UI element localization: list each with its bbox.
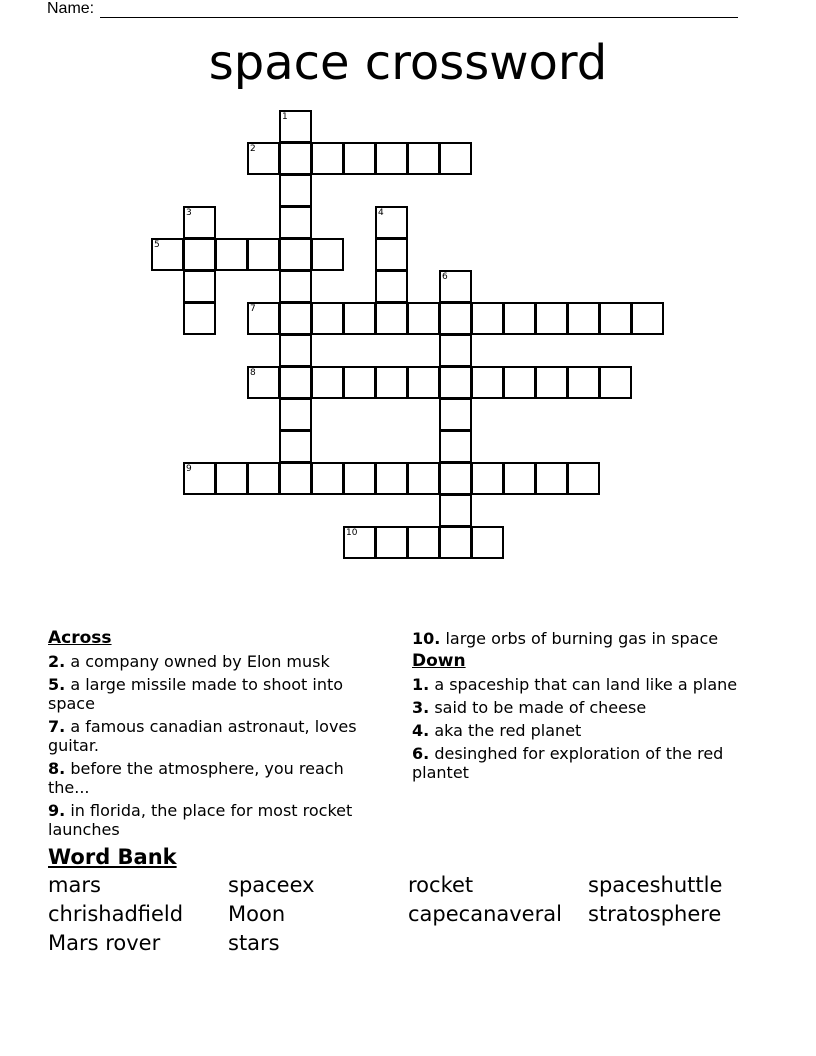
crossword-cell[interactable] <box>567 366 600 399</box>
crossword-cell[interactable] <box>279 206 312 239</box>
crossword-cell[interactable] <box>151 238 184 271</box>
word-bank-item: stratosphere <box>588 902 722 926</box>
crossword-cell[interactable] <box>439 526 472 559</box>
clue-number: 9 <box>186 464 192 474</box>
crossword-cell[interactable] <box>471 526 504 559</box>
crossword-cell[interactable] <box>375 142 408 175</box>
crossword-cell[interactable] <box>343 526 376 559</box>
crossword-cell[interactable] <box>439 462 472 495</box>
crossword-cell[interactable] <box>375 526 408 559</box>
clue-across-8: 8. before the atmosphere, you reach the... <box>48 759 344 797</box>
word-bank <box>48 873 768 955</box>
clue-number: 3 <box>186 208 192 218</box>
crossword-cell[interactable] <box>279 110 312 143</box>
crossword-cell[interactable] <box>407 462 440 495</box>
crossword-cell[interactable] <box>567 302 600 335</box>
crossword-cell[interactable] <box>183 462 216 495</box>
crossword-cell[interactable] <box>279 398 312 431</box>
crossword-cell[interactable] <box>279 430 312 463</box>
crossword-cell[interactable] <box>215 238 248 271</box>
word-bank-item: spaceex <box>228 873 315 897</box>
clue-across-10: 10. large orbs of burning gas in space <box>412 629 719 648</box>
name-label: Name: <box>47 0 95 17</box>
crossword-cell[interactable] <box>279 142 312 175</box>
clue-number: 1 <box>282 112 288 122</box>
crossword-cell[interactable] <box>183 270 216 303</box>
crossword-cell[interactable] <box>471 462 504 495</box>
crossword-cell[interactable] <box>343 462 376 495</box>
crossword-cell[interactable] <box>471 366 504 399</box>
crossword-cell[interactable] <box>567 462 600 495</box>
word-bank-item: rocket <box>408 873 474 897</box>
crossword-cell[interactable] <box>599 302 632 335</box>
crossword-cell[interactable] <box>375 462 408 495</box>
clue-number: 8 <box>250 368 256 378</box>
word-bank-item: capecanaveral <box>408 902 562 926</box>
word-bank-item: spaceshuttle <box>588 873 723 897</box>
crossword-cell[interactable] <box>439 270 472 303</box>
word-bank-item: chrishadfield <box>48 902 184 926</box>
crossword-cell[interactable] <box>535 302 568 335</box>
crossword-cell[interactable] <box>631 302 664 335</box>
clues-column-right <box>412 629 762 786</box>
crossword-cell[interactable] <box>311 462 344 495</box>
crossword-cell[interactable] <box>439 142 472 175</box>
crossword-cell[interactable] <box>375 238 408 271</box>
page-title: space crossword <box>208 35 608 91</box>
crossword-cell[interactable] <box>343 302 376 335</box>
crossword-cell[interactable] <box>535 366 568 399</box>
crossword-cell[interactable] <box>279 238 312 271</box>
crossword-cell[interactable] <box>247 142 280 175</box>
crossword-cell[interactable] <box>279 302 312 335</box>
clue-down-6: 6. desinghed for exploration of the red plantet <box>412 744 724 782</box>
crossword-cell[interactable] <box>183 302 216 335</box>
crossword-cell[interactable] <box>183 238 216 271</box>
clue-across-2: 2. a company owned by Elon musk <box>48 652 330 671</box>
crossword-cell[interactable] <box>311 302 344 335</box>
crossword-cell[interactable] <box>471 302 504 335</box>
clues-column-left <box>48 629 388 843</box>
crossword-cell[interactable] <box>279 334 312 367</box>
crossword-cell[interactable] <box>279 174 312 207</box>
crossword-cell[interactable] <box>247 366 280 399</box>
crossword-cell[interactable] <box>439 398 472 431</box>
crossword-cell[interactable] <box>311 238 344 271</box>
clue-across-7: 7. a famous canadian astronaut, loves guitar. <box>48 717 357 755</box>
crossword-cell[interactable] <box>183 206 216 239</box>
crossword-cell[interactable] <box>375 302 408 335</box>
word-bank-item: stars <box>228 931 280 955</box>
clue-across-5: 5. a large missile made to shoot into space <box>48 675 344 713</box>
clue-across-9: 9. in florida, the place for most rocket launches <box>48 801 353 839</box>
word-bank-item: Moon <box>228 902 286 926</box>
clue-number: 4 <box>378 208 384 218</box>
crossword-cell[interactable] <box>279 366 312 399</box>
crossword-cell[interactable] <box>375 366 408 399</box>
crossword-cell[interactable] <box>343 366 376 399</box>
crossword-cell[interactable] <box>439 366 472 399</box>
clue-number: 2 <box>250 144 256 154</box>
crossword-cell[interactable] <box>535 462 568 495</box>
crossword-cell[interactable] <box>407 366 440 399</box>
clue-down-3: 3. said to be made of cheese <box>412 698 647 717</box>
crossword-cell[interactable] <box>503 462 536 495</box>
crossword-cell[interactable] <box>215 462 248 495</box>
crossword-cell[interactable] <box>311 142 344 175</box>
word-bank-title: Word Bank <box>48 845 177 869</box>
crossword-cell[interactable] <box>247 302 280 335</box>
crossword-cell[interactable] <box>439 334 472 367</box>
across-heading: Across <box>48 628 112 648</box>
down-heading: Down <box>412 651 466 671</box>
crossword-cell[interactable] <box>439 494 472 527</box>
crossword-cell[interactable] <box>439 430 472 463</box>
crossword-cell[interactable] <box>503 366 536 399</box>
crossword-cell[interactable] <box>279 270 312 303</box>
crossword-cell[interactable] <box>407 142 440 175</box>
clue-down-4: 4. aka the red planet <box>412 721 582 740</box>
crossword-cell[interactable] <box>311 366 344 399</box>
crossword-cell[interactable] <box>279 462 312 495</box>
clue-number: 10 <box>346 528 358 538</box>
word-bank-item: mars <box>48 873 101 897</box>
crossword-cell[interactable] <box>439 302 472 335</box>
clue-number: 7 <box>250 304 256 314</box>
clue-number: 5 <box>154 240 160 250</box>
clue-down-1: 1. a spaceship that can land like a plane <box>412 675 738 694</box>
crossword-cell[interactable] <box>247 238 280 271</box>
crossword-cell[interactable] <box>247 462 280 495</box>
word-bank-item: Mars rover <box>48 931 161 955</box>
crossword-cell[interactable] <box>503 302 536 335</box>
crossword-cell[interactable] <box>375 206 408 239</box>
crossword-cell[interactable] <box>343 142 376 175</box>
crossword-cell[interactable] <box>407 526 440 559</box>
crossword-cell[interactable] <box>599 366 632 399</box>
crossword-cell[interactable] <box>407 302 440 335</box>
clue-number: 6 <box>442 272 448 282</box>
crossword-cell[interactable] <box>375 270 408 303</box>
